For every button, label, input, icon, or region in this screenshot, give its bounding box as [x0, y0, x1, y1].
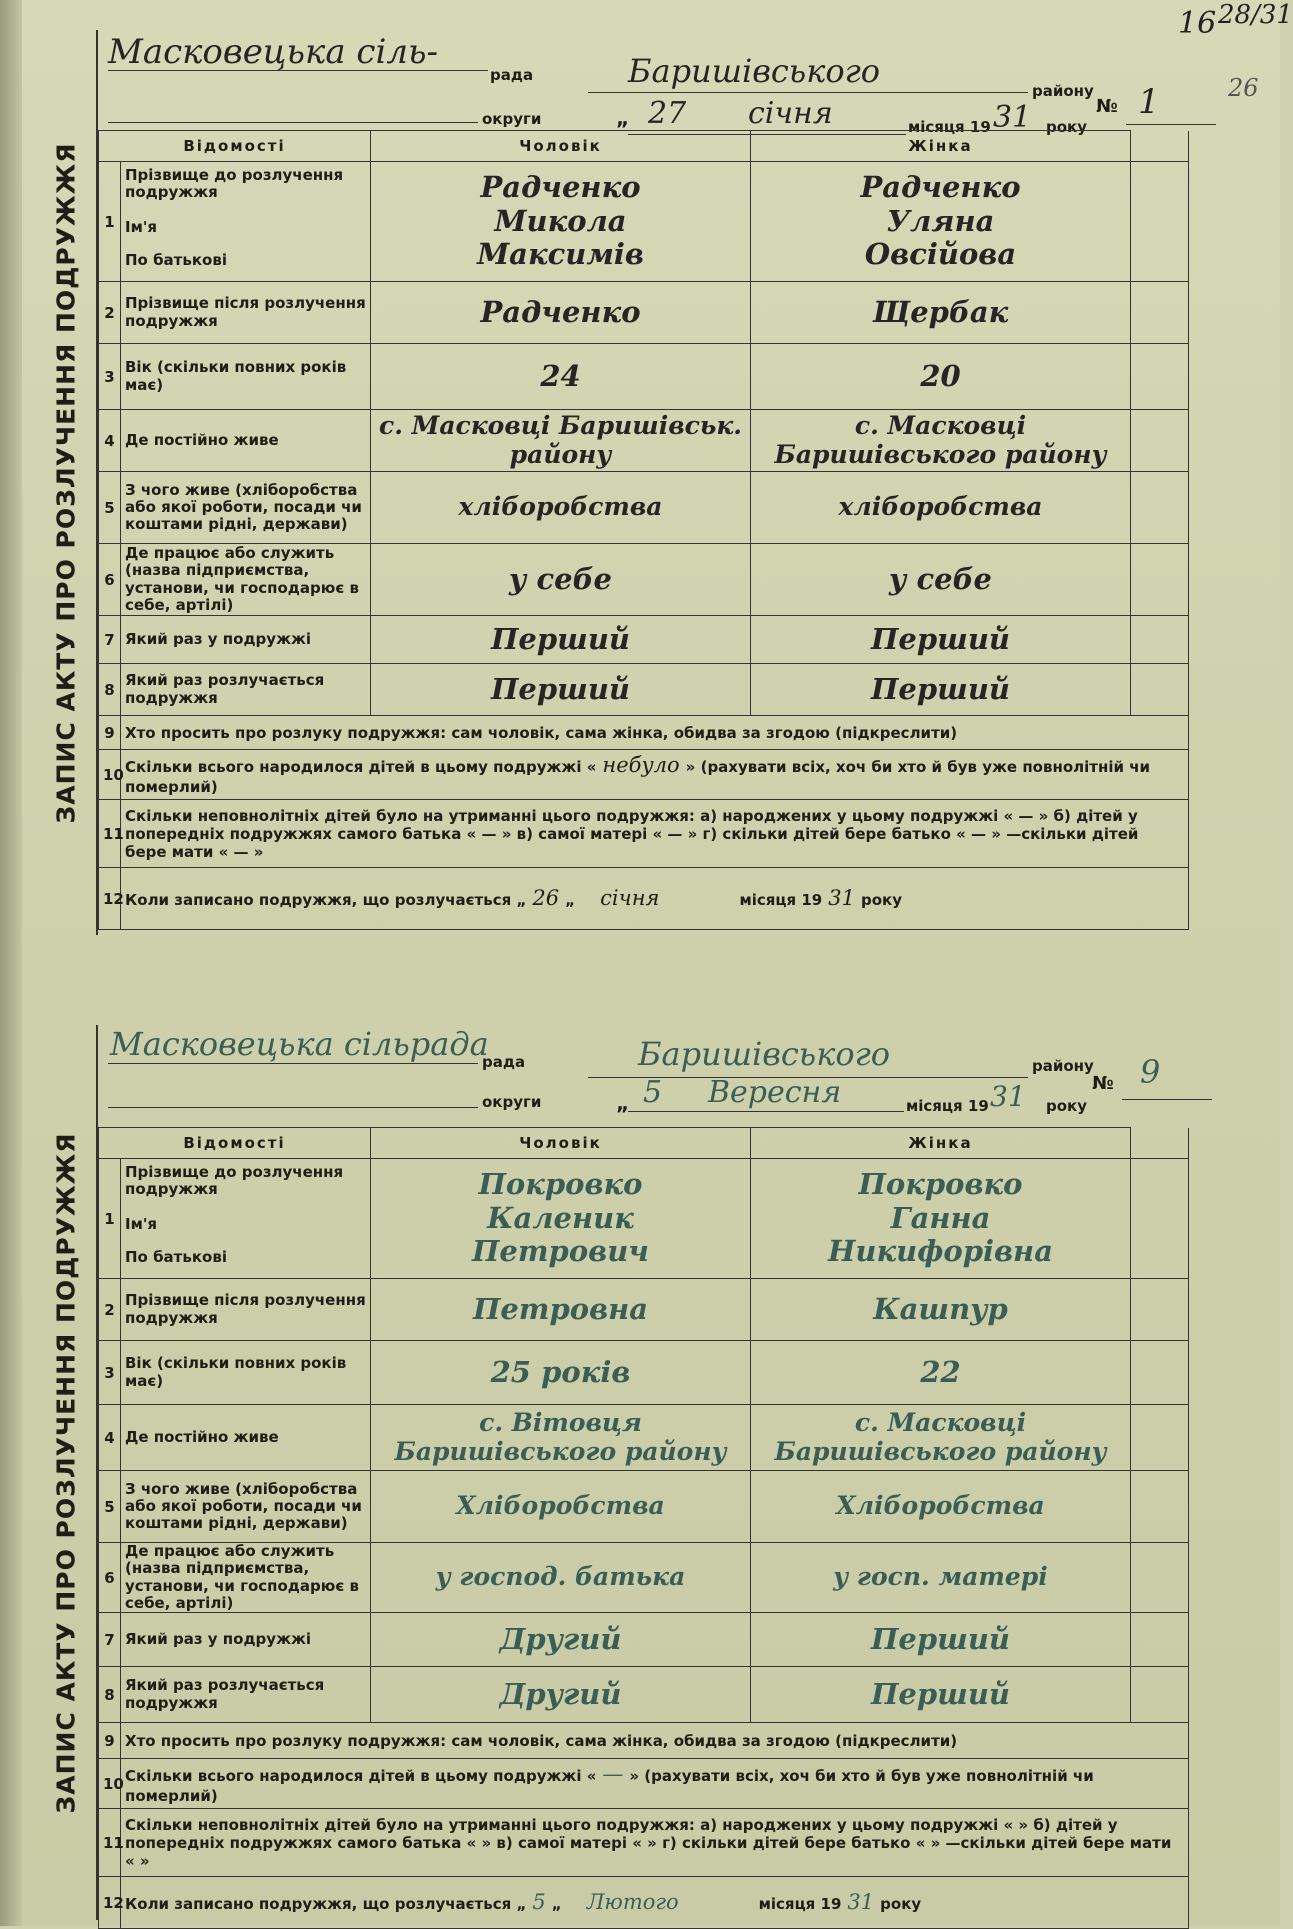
- col-info: Відомості: [99, 1128, 371, 1159]
- number-value: 1: [1138, 82, 1160, 122]
- wife-value: Хліборобства: [836, 1491, 1045, 1521]
- district-label: району: [1032, 1057, 1094, 1075]
- month-label: місяця 19: [758, 1894, 842, 1913]
- row-label: З чого живе (хліборобства або якої роботи, посади чи коштами рідні, держави): [121, 1471, 371, 1543]
- table-row: [99, 1279, 1189, 1341]
- row-label: Який раз у подружжі: [121, 616, 371, 664]
- table-row: [99, 1667, 1189, 1723]
- wife-value: Перший: [871, 1676, 1010, 1711]
- husband-value: 24: [540, 358, 581, 393]
- corner-note-top: 16: [1178, 6, 1217, 41]
- number-label: №: [1092, 1073, 1114, 1094]
- row-label: По батькові: [125, 250, 227, 269]
- wife-value: у госп. матері: [833, 1562, 1048, 1592]
- row-label: Ім'я: [125, 1214, 158, 1233]
- row-number: 1: [99, 1159, 121, 1279]
- husband-value: Другий: [499, 1621, 622, 1656]
- row-label: Який раз розлучається подружжя: [121, 1667, 371, 1723]
- row-number: 5: [99, 1471, 121, 1543]
- row-text: Скільки всього народилося дітей в цьому подружжі «: [125, 757, 597, 776]
- side-title-box: [36, 1025, 98, 1920]
- table-row: [99, 162, 1189, 282]
- husband-value: Хліборобства: [456, 1491, 665, 1521]
- wife-value: 22: [920, 1354, 961, 1389]
- wife-value: 20: [920, 358, 961, 393]
- wife-value: у себе: [889, 561, 992, 596]
- wife-surname: Радченко: [860, 170, 1021, 205]
- husband-value: с. Вітовця Баришівського району: [394, 1407, 727, 1466]
- husband-value: Петровна: [472, 1291, 649, 1326]
- council-label: рада: [490, 66, 534, 84]
- row-number: 4: [99, 410, 121, 472]
- row-number: 9: [99, 1723, 121, 1759]
- children-count: —: [602, 1761, 624, 1786]
- side-title: ЗАПИС АКТУ ПРО РОЗЛУЧЕННЯ ПОДРУЖЖЯ: [51, 142, 81, 823]
- row-text: Хто просить про розлуку подружжя: сам чоловік, сама жінка, обидва за згодою (підкреслити): [121, 1723, 1189, 1759]
- row-text: Скільки всього народилося дітей в цьому подружжі «: [125, 1766, 597, 1785]
- husband-value: 25 років: [490, 1354, 631, 1389]
- corner-note-fraction: 28/31: [1218, 0, 1293, 30]
- row-number: 1: [99, 162, 121, 282]
- table-row: [99, 1341, 1189, 1405]
- husband-name: Микола: [494, 203, 627, 238]
- wife-value: с. Масковці Баришівського району: [774, 1407, 1107, 1466]
- row-number: 5: [99, 472, 121, 544]
- record-table: [98, 130, 1189, 930]
- row-number: 12: [99, 868, 121, 930]
- year-value: 31: [990, 1080, 1026, 1113]
- day-value: 27: [648, 96, 687, 131]
- table-row: [99, 1471, 1189, 1543]
- husband-value: с. Масковці Баришівськ. району: [379, 410, 742, 469]
- husband-value: Радченко: [480, 294, 641, 329]
- col-husband: Чоловік: [371, 131, 751, 162]
- wife-value: Перший: [871, 1621, 1010, 1656]
- row-label: Вік (скільки повних років має): [121, 1341, 371, 1405]
- page-binding: [0, 0, 22, 1926]
- row-label: По батькові: [125, 1247, 227, 1266]
- row-label: Який раз у подружжі: [121, 1613, 371, 1667]
- husband-value: Перший: [491, 671, 630, 706]
- table-row: [99, 716, 1189, 750]
- table-row: 12 Коли записано подружжя, що розлучається „ 26 „ січня місяця 19 31 року: [99, 868, 1189, 930]
- record-day: 5: [532, 1889, 546, 1914]
- children-count: небуло: [602, 752, 680, 777]
- table-row: [99, 472, 1189, 544]
- husband-value: у себе: [509, 561, 612, 596]
- record-year: 31: [828, 885, 855, 910]
- table-row: [99, 544, 1189, 616]
- table-row: [99, 1759, 1189, 1809]
- table-row: [99, 616, 1189, 664]
- row-number: 3: [99, 344, 121, 410]
- husband-value: хліборобства: [458, 492, 663, 522]
- row-number: 4: [99, 1405, 121, 1471]
- okrug-label: округи: [482, 110, 542, 128]
- year-label: року: [860, 890, 902, 909]
- year-label: року: [880, 1894, 922, 1913]
- wife-surname: Покровко: [858, 1167, 1023, 1202]
- council-label: рада: [482, 1053, 526, 1071]
- okrug-label: округи: [482, 1093, 542, 1111]
- col-wife: Жінка: [751, 131, 1131, 162]
- side-title: ЗАПИС АКТУ ПРО РОЗЛУЧЕННЯ ПОДРУЖЖЯ: [51, 1132, 81, 1813]
- row-label: Де постійно живе: [121, 1405, 371, 1471]
- husband-patronymic: Максимів: [477, 237, 644, 272]
- year-label: року: [1046, 118, 1088, 136]
- record-day: 26: [532, 885, 560, 910]
- wife-value: хліборобства: [838, 492, 1043, 522]
- table-row: [99, 1613, 1189, 1667]
- month-label: місяця 19: [906, 1097, 989, 1115]
- row-number: 7: [99, 616, 121, 664]
- record-year: 31: [847, 1889, 875, 1914]
- col-husband: Чоловік: [371, 1128, 751, 1159]
- husband-surname: Покровко: [478, 1167, 643, 1202]
- row-number: 11: [99, 800, 121, 868]
- record-month: Лютого: [586, 1889, 679, 1914]
- row-label: Прізвище після розлучення подружжя: [121, 1279, 371, 1341]
- row-number: 7: [99, 1613, 121, 1667]
- row-text: » (рахувати всіх, хоч би хто й був уже повнолітній чи померлий): [125, 1766, 1094, 1806]
- table-row: [99, 410, 1189, 472]
- record-table: [98, 1127, 1189, 1929]
- month-label: місяця 19: [739, 890, 823, 909]
- row-text: Скільки неповнолітніх дітей було на утриманні цього подружжя: а) народжених у цьому подружжі « » б) дітей у попередніх подружжях самого батька « » в) самої матері « » г) скільки дітей бере батько « » —скільки дітей бере мати « »: [121, 1809, 1189, 1877]
- month-value: січня: [748, 96, 833, 131]
- district-label: району: [1032, 82, 1094, 100]
- table-row: [99, 1723, 1189, 1759]
- divorce-record-form-2: ЗАПИС АКТУ ПРО РОЗЛУЧЕННЯ ПОДРУЖЖЯ Масковецька сільрада рада Баришівського району округи „ 5 Вересня місяця 19 31 року № 9 Відомості Чоловік Жінка 1 Прізвище до розлучення подружжя Ім'я По батькові Покровко Каленик Петрович Покровко Ганна Никифорівна 2 Прізвище після розлучення подружжя Петровна Кашпур 3 Вік (скільки повних років має) 25 років 22 4 Де постійно живе с. Вітовця Баришівського району с. Масковці Баришівського району 5 З чого живе (хліборобства або якої роботи, посади чи коштами рідні, держави) Хліборобства Хліборобства 6 Де працює або служить (назва підприємства, установи, чи господарює в себе, артілі) у господ. батька у госп. матері 7 Який раз у подружжі Другий Перший 8 Який раз розлучається подружжя Другий Перший 9 Хто просить про розлуку подружжя: сам чоловік, сама жінка, обидва за згодою (підкреслити) 10 Скільки всього народилося дітей в цьому подружжі « — » (рахувати всіх, хоч би хто й був уже повнолітній чи померлий) 11 Скільки неповнолітніх дітей було на утриманні цього подружжя: а) народжених у цьому подружжі « » б) дітей у попередніх подружжях самого батька « » в) самої матері « » г) скільки дітей бере батько « » —скільки дітей бере мати « » 12 Коли записано подружжя, що розлучається „ 5 „ Лютого місяця 19 31 року: [28, 1025, 1256, 1920]
- row-number: 9: [99, 716, 121, 750]
- wife-value: Щербак: [872, 294, 1009, 329]
- table-row: [99, 344, 1189, 410]
- month-label: місяця 19: [908, 118, 991, 136]
- row-number: 6: [99, 1543, 121, 1613]
- table-row: [99, 1159, 1189, 1279]
- row-label: Коли записано подружжя, що розлучається „: [125, 890, 527, 909]
- col-wife: Жінка: [751, 1128, 1131, 1159]
- number-value: 9: [1140, 1053, 1161, 1091]
- month-value: Вересня: [708, 1075, 842, 1110]
- husband-name: Каленик: [487, 1200, 634, 1235]
- row-number: 8: [99, 664, 121, 716]
- row-label: Де працює або служить (назва підприємства, установи, чи господарює в себе, артілі): [121, 544, 371, 616]
- row-number: 2: [99, 1279, 121, 1341]
- table-row: [99, 1809, 1189, 1877]
- wife-value: Перший: [871, 621, 1010, 656]
- wife-name: Уляна: [886, 203, 995, 238]
- row-text: » (рахувати всіх, хоч би хто й був уже повнолітній чи померлий): [125, 757, 1151, 797]
- row-text: Хто просить про розлуку подружжя: сам чоловік, сама жінка, обидва за згодою (підкреслити): [121, 716, 1189, 750]
- council-value: Масковецька сільрада: [110, 1025, 489, 1063]
- district-value: Баришівського: [628, 52, 881, 90]
- year-value: 31: [993, 100, 1032, 135]
- husband-value: Перший: [491, 621, 630, 656]
- row-number: 2: [99, 282, 121, 344]
- col-info: Відомості: [99, 131, 371, 162]
- row-number: 12: [99, 1877, 121, 1929]
- table-row: [99, 282, 1189, 344]
- wife-value: Кашпур: [873, 1291, 1008, 1326]
- husband-patronymic: Петрович: [472, 1234, 650, 1269]
- row-number: 8: [99, 1667, 121, 1723]
- table-row: [99, 664, 1189, 716]
- row-text: Скільки неповнолітніх дітей було на утриманні цього подружжя: а) народжених у цьому подружжі « — » б) дітей у попередніх подружжях самого батька « — » в) самої матері « — » г) скільки дітей бере батько « — » —скільки дітей бере мати « — »: [121, 800, 1189, 868]
- row-label: Ім'я: [125, 217, 158, 236]
- district-value: Баришівського: [638, 1035, 891, 1073]
- husband-value: у господ. батька: [435, 1562, 686, 1592]
- wife-name: Ганна: [890, 1200, 991, 1235]
- year-label: року: [1046, 1097, 1088, 1115]
- wife-value: Перший: [871, 671, 1010, 706]
- row-number: 3: [99, 1341, 121, 1405]
- wife-value: с. Масковці Баришівського району: [774, 410, 1107, 469]
- row-label: З чого живе (хліборобства або якої роботи, посади чи коштами рідні, держави): [121, 472, 371, 544]
- table-row: [99, 750, 1189, 800]
- row-number: 10: [99, 750, 121, 800]
- husband-surname: Радченко: [480, 170, 641, 205]
- row-label: Вік (скільки повних років має): [121, 344, 371, 410]
- row-label: Прізвище до розлучення подружжя: [125, 165, 344, 201]
- row-number: 6: [99, 544, 121, 616]
- side-title-box: [36, 30, 98, 935]
- table-row: 12 Коли записано подружжя, що розлучається „ 5 „ Лютого місяця 19 31 року: [99, 1877, 1189, 1929]
- number-label: №: [1096, 96, 1118, 117]
- wife-patronymic: Овсійова: [864, 237, 1017, 272]
- table-row: [99, 1543, 1189, 1613]
- table-row: [99, 1405, 1189, 1471]
- table-row: [99, 800, 1189, 868]
- row-label: Який раз розлучається подружжя: [121, 664, 371, 716]
- corner-note-side: 26: [1228, 74, 1259, 102]
- row-number: 11: [99, 1809, 121, 1877]
- row-number: 10: [99, 1759, 121, 1809]
- row-label: Де постійно живе: [121, 410, 371, 472]
- record-month: січня: [600, 885, 660, 910]
- day-value: 5: [643, 1075, 663, 1110]
- council-value: Масковецька сіль-: [108, 32, 438, 72]
- row-label: Прізвище після розлучення подружжя: [121, 282, 371, 344]
- husband-value: Другий: [499, 1676, 622, 1711]
- divorce-record-form-1: ЗАПИС АКТУ ПРО РОЗЛУЧЕННЯ ПОДРУЖЖЯ Масковецька сіль- рада Баришівського району округи „ 27 січня місяця 19 31 року № 1 Відомості Чоловік Жінка 1 Прізвище до розлучення подружжя Ім'я По батькові Радченко Микола Максимів Радченко Уляна Овсійова 2 Прізвище після розлучення подружжя Радченко Щербак 3 Вік (скільки повних років має) 24 20 4 Де постійно живе с. Масковці Баришівськ. району с. Масковці Баришівського району 5 З чого живе (хліборобства або якої роботи, посади чи коштами рідні, держави) хліборобства хліборобства 6 Де працює або служить (назва підприємства, установи, чи господарює в себе, артілі) у себе у себе 7 Який раз у подружжі Перший Перший 8 Який раз розлучається подружжя Перший Перший 9 Хто просить про розлуку подружжя: сам чоловік, сама жінка, обидва за згодою (підкреслити) 10 Скільки всього народилося дітей в цьому подружжі « небуло » (рахувати всіх, хоч би хто й був уже повнолітній чи померлий) 11 Скільки неповнолітніх дітей було на утриманні цього подружжя: а) народжених у цьому подружжі « — » б) дітей у попередніх подружжях самого батька « — » в) самої матері « — » г) скільки дітей бере батько « — » —скільки дітей бере мати « — » 12 Коли записано подружжя, що розлучається „ 26 „ січня місяця 19 31 року: [28, 30, 1256, 935]
- row-label: Прізвище до розлучення подружжя: [125, 1162, 344, 1198]
- wife-patronymic: Никифорівна: [828, 1234, 1053, 1269]
- row-label: Коли записано подружжя, що розлучається „: [125, 1894, 527, 1913]
- row-label: Де працює або служить (назва підприємства, установи, чи господарює в себе, артілі): [121, 1543, 371, 1613]
